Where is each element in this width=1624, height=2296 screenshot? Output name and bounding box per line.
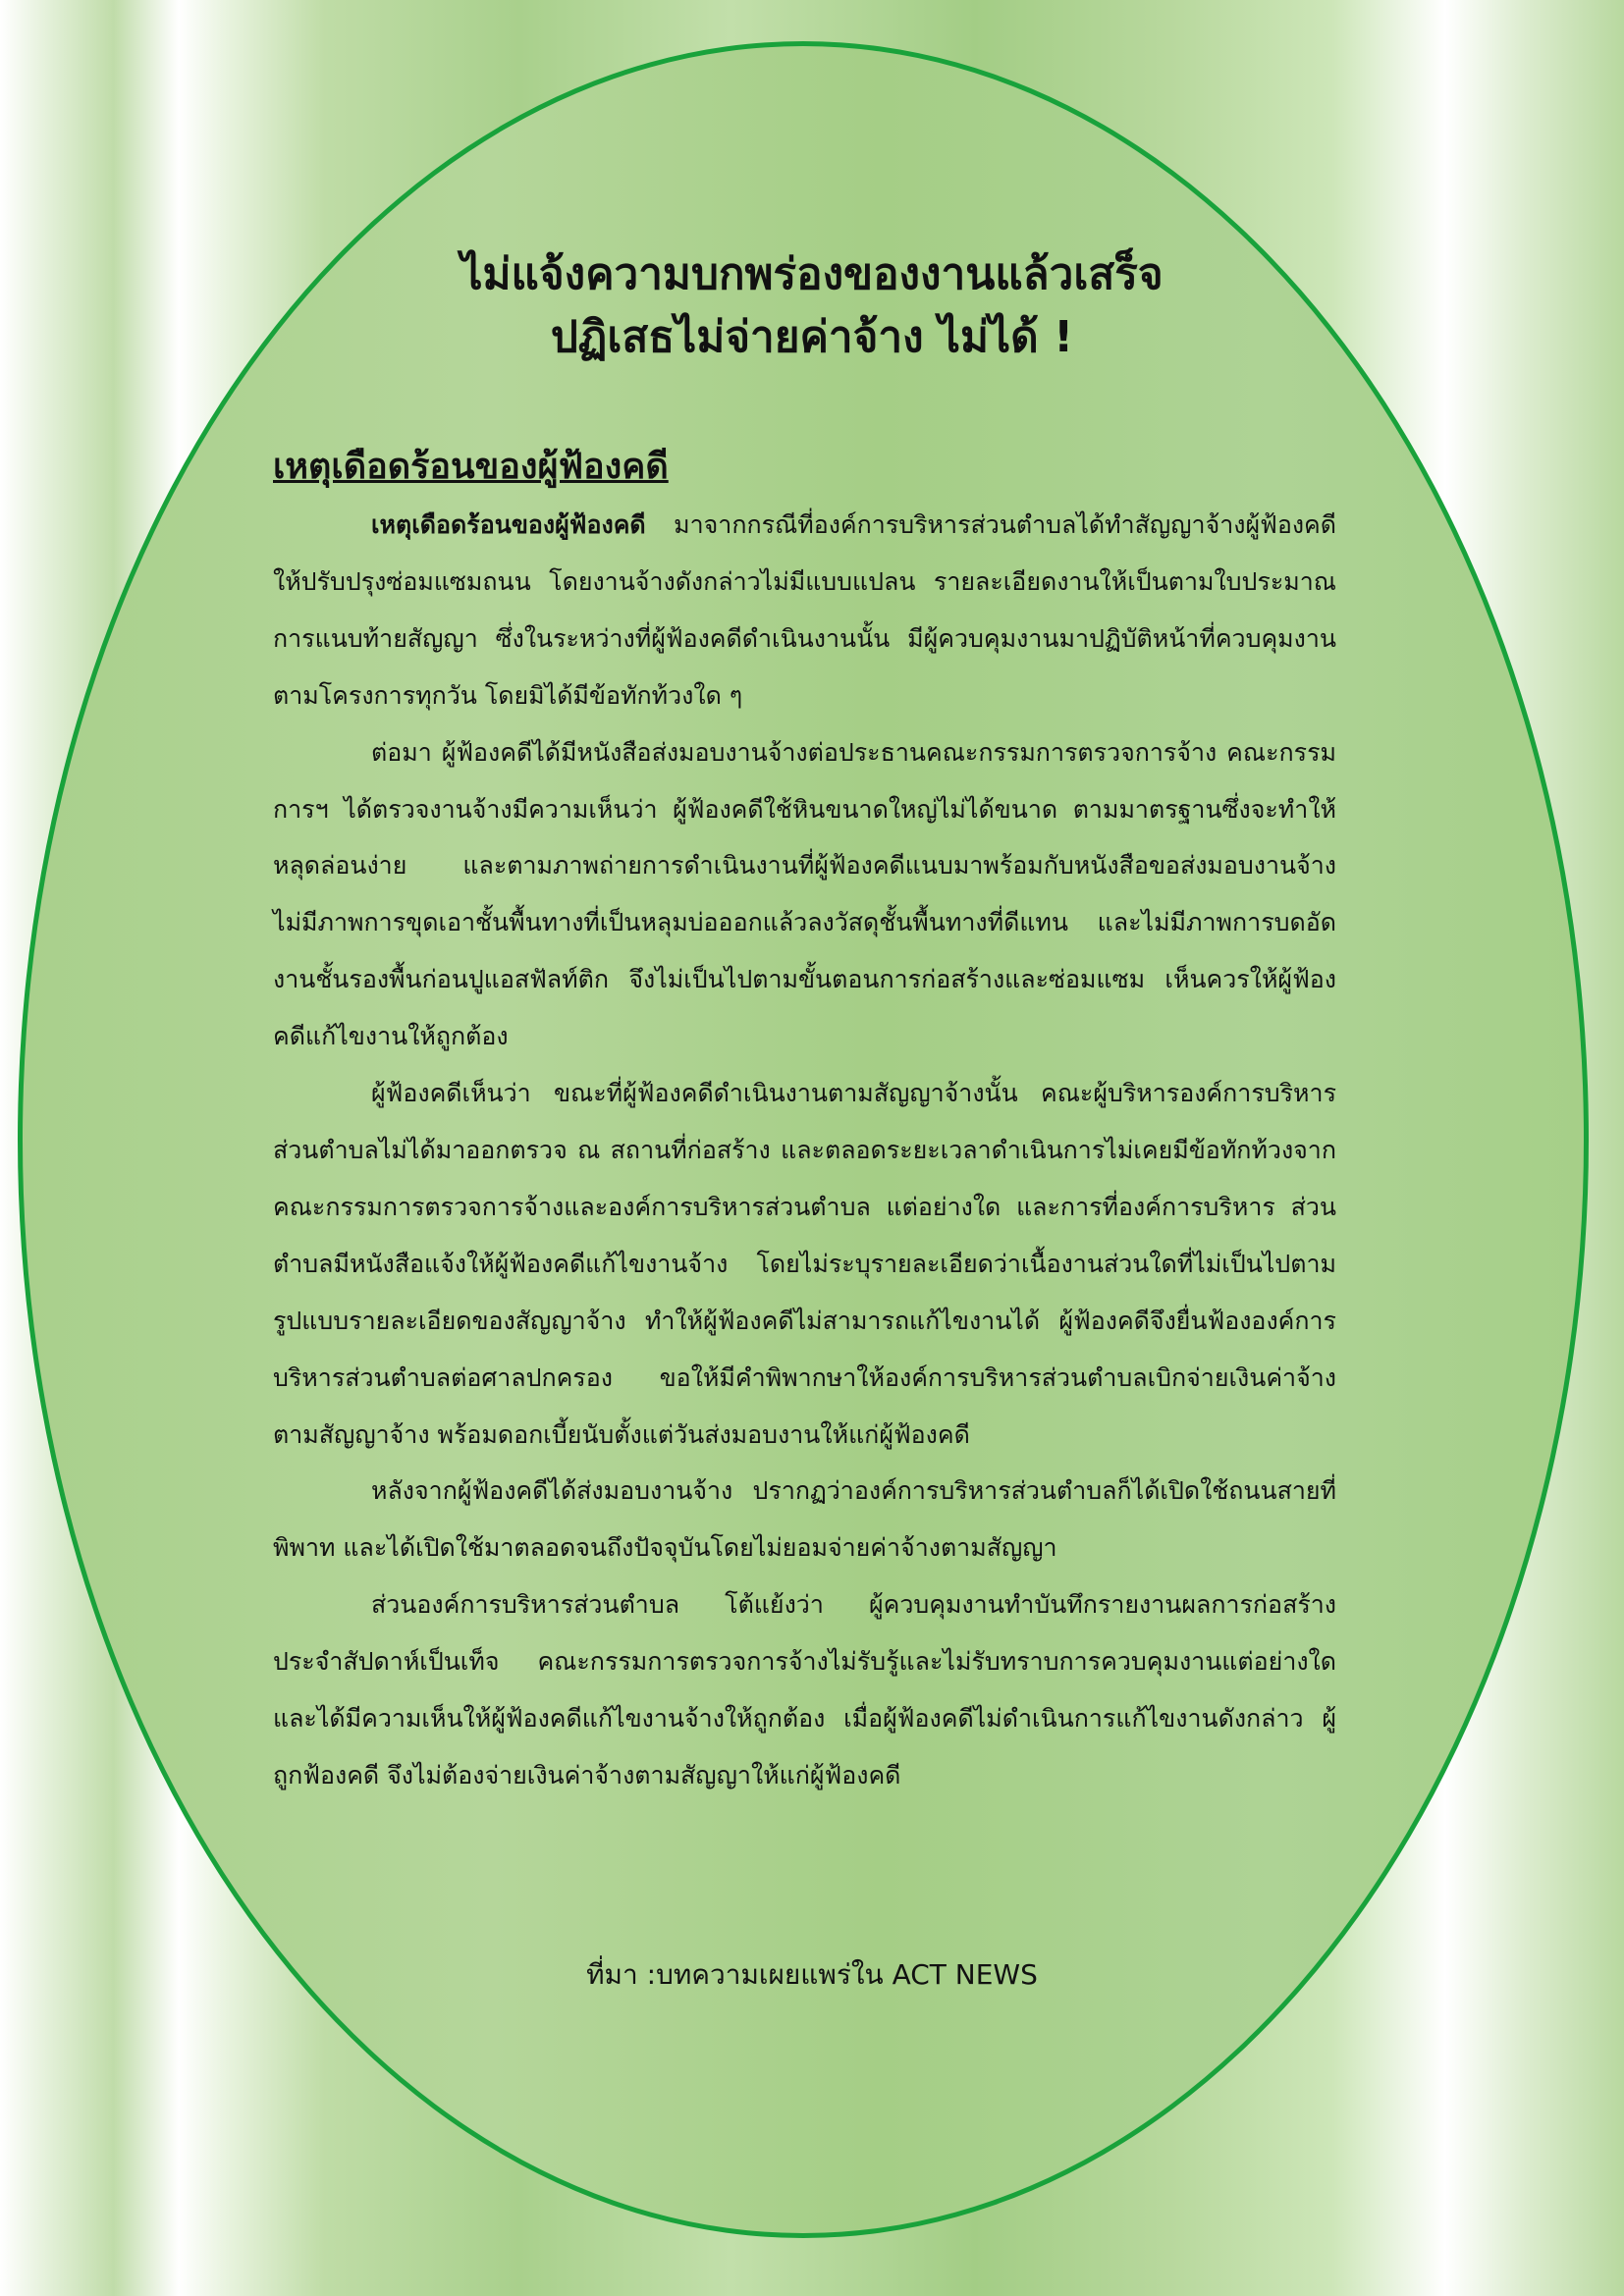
article-body [273,497,1336,1804]
paragraph-2: ต่อมา ผู้ฟ้องคดีได้มีหนังสือส่งมอบงานจ้างต่อประธานคณะกรรมการตรวจการจ้าง คณะกรรมการฯ ได้ตรวจงานจ้างมีความเห็นว่า ผู้ฟ้องคดีใช้หินขนาดใหญ่ไม่ได้ขนาด ตามมาตรฐานซึ่งจะทำให้หลุดล่อนง่าย และตามภาพถ่ายการดำเนินงานที่ผู้ฟ้องคดีแนบมาพร้อมกับหนังสือขอส่งมอบงานจ้าง ไม่มีภาพการขุดเอาชั้นพื้นทางที่เป็นหลุมบ่อออกแล้วลงวัสดุชั้นพื้นทางที่ดีแทน และไม่มีภาพการบดอัดงานชั้นรองพื้นก่อนปูแอสฟัลท์ติก จึงไม่เป็นไปตามขั้นตอนการก่อสร้างและซ่อมแซม เห็นควรให้ผู้ฟ้องคดีแก้ไขงานให้ถูกต้อง [273,737,1336,1051]
paragraph-4: หลังจากผู้ฟ้องคดีได้ส่งมอบงานจ้าง ปรากฏว่าองค์การบริหารส่วนตำบลก็ได้เปิดใช้ถนนสายที่พิพาท และได้เปิดใช้มาตลอดจนถึงปัจจุบันโดยไม่ยอมจ่ายค่าจ้างตามสัญญา [273,1476,1336,1563]
source-note: ที่มา :บทความเผยแพร่ใน ACT NEWS [586,1958,1038,1991]
paragraph-1-lead: เหตุเดือดร้อนของผู้ฟ้องคดี [371,510,646,539]
paragraph-1 [273,497,1336,724]
section-heading: เหตุเดือดร้อนของผู้ฟ้องคดี [273,447,669,487]
title-line-1: ไม่แจ้งความบกพร่องของงานแล้วเสร็จ [460,249,1164,299]
paragraph-3: ผู้ฟ้องคดีเห็นว่า ขณะที่ผู้ฟ้องคดีดำเนินงานตามสัญญาจ้างนั้น คณะผู้บริหารองค์การบริหารส่วนตำบลไม่ได้มาออกตรวจ ณ สถานที่ก่อสร้าง และตลอดระยะเวลาดำเนินการไม่เคยมีข้อทักท้วงจากคณะกรรมการตรวจการจ้างและองค์การบริหารส่วนตำบล แต่อย่างใด และการที่องค์การบริหาร ส่วนตำบลมีหนังสือแจ้งให้ผู้ฟ้องคดีแก้ไขงานจ้าง โดยไม่ระบุรายละเอียดว่าเนื้องานส่วนใดที่ไม่เป็นไปตามรูปแบบรายละเอียดของสัญญาจ้าง ทำให้ผู้ฟ้องคดีไม่สามารถแก้ไขงานได้ ผู้ฟ้องคดีจึงยื่นฟ้ององค์การบริหารส่วนตำบลต่อศาลปกครอง ขอให้มีคำพิพากษาให้องค์การบริหารส่วนตำบลเบิกจ่ายเงินค่าจ้างตามสัญญาจ้าง พร้อมดอกเบี้ยนับตั้งแต่วันส่งมอบงานให้แก่ผู้ฟ้องคดี [273,1079,1336,1449]
title-line-2: ปฏิเสธไม่จ่ายค่าจ้าง ไม่ได้ ! [550,312,1074,362]
paragraph-1-text: มาจากกรณีที่องค์การบริหารส่วนตำบลได้ทำสัญญาจ้างผู้ฟ้องคดีให้ปรับปรุงซ่อมแซมถนน โดยงานจ้างดังกล่าวไม่มีแบบแปลน รายละเอียดงานให้เป็นตามใบประมาณการแนบท้ายสัญญา ซึ่งในระหว่างที่ผู้ฟ้องคดีดำเนินงานนั้น มีผู้ควบคุมงานมาปฏิบัติหน้าที่ควบคุมงานตามโครงการทุกวัน โดยมิได้มีข้อทักท้วงใด ๆ [273,510,1336,710]
document-title [295,243,1329,369]
paragraph-5: ส่วนองค์การบริหารส่วนตำบล โต้แย้งว่า ผู้ควบคุมงานทำบันทึกรายงานผลการก่อสร้าง ประจำสัปดาห์เป็นเท็จ คณะกรรมการตรวจการจ้างไม่รับรู้และไม่รับทราบการควบคุมงานแต่อย่างใด และได้มีความเห็นให้ผู้ฟ้องคดีแก้ไขงานจ้างให้ถูกต้อง เมื่อผู้ฟ้องคดีไม่ดำเนินการแก้ไขงานดังกล่าว ผู้ถูกฟ้องคดี จึงไม่ต้องจ่ายเงินค่าจ้างตามสัญญาให้แก่ผู้ฟ้องคดี [273,1590,1336,1789]
